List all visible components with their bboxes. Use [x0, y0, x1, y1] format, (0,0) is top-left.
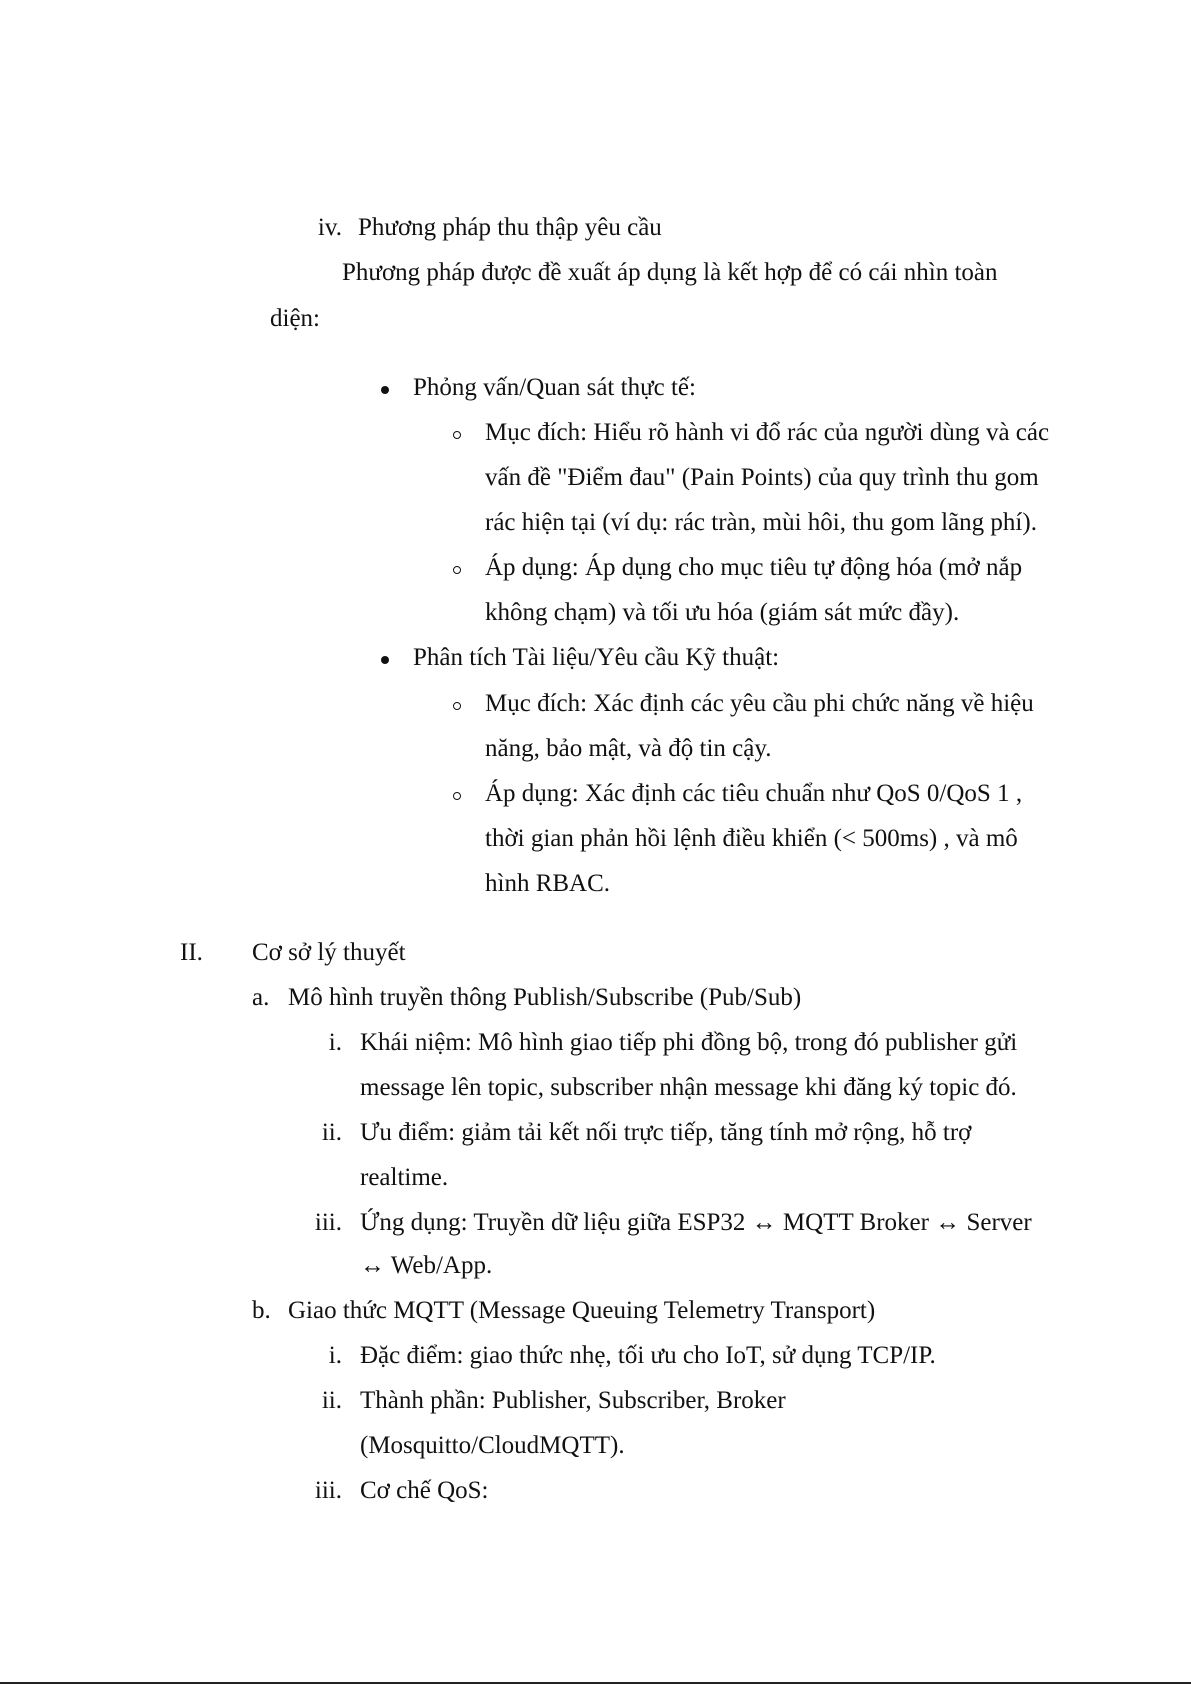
item-a-ii-line-2: realtime. [360, 1164, 449, 1191]
item-b-ii-line-2: (Mosquitto/CloudMQTT). [360, 1432, 625, 1459]
bullet-2-sub-2-line-2: thời gian phản hồi lệnh điều khiển (< 500ms) , và mô [485, 825, 1018, 852]
item-a-i-marker: i. [328, 1029, 342, 1056]
item-b-ii-marker: ii. [321, 1387, 342, 1414]
circle-bullet-icon [453, 792, 461, 800]
item-a-i-line-2: message lên topic, subscriber nhận message khi đăng ký topic đó. [360, 1074, 1017, 1101]
item-b-iii-marker: iii. [314, 1477, 342, 1504]
item-a-ii-marker: ii. [321, 1119, 342, 1146]
bullet-2-sub-1-line-1: Mục đích: Xác định các yêu cầu phi chức năng về hiệu [485, 690, 1034, 717]
subsection-b-marker: b. [252, 1297, 271, 1324]
item-a-ii-line-1: Ưu điểm: giảm tải kết nối trực tiếp, tăng tính mở rộng, hỗ trợ [360, 1119, 972, 1146]
item-b-i-line-1: Đặc điểm: giao thức nhẹ, tối ưu cho IoT, sử dụng TCP/IP. [360, 1342, 936, 1369]
bullet-icon [381, 386, 389, 394]
intro-paragraph-line-1: Phương pháp được đề xuất áp dụng là kết hợp để có cái nhìn toàn [342, 259, 998, 286]
item-b-i-marker: i. [328, 1342, 342, 1369]
bullet-2-title: Phân tích Tài liệu/Yêu cầu Kỹ thuật: [413, 644, 780, 671]
bullet-1-sub-1-line-2: vấn đề "Điểm đau" (Pain Points) của quy trình thu gom [485, 464, 1039, 491]
circle-bullet-icon [453, 431, 461, 439]
item-a-i-line-1: Khái niệm: Mô hình giao tiếp phi đồng bộ, trong đó publisher gửi [360, 1029, 1018, 1056]
item-a-iii-line-1: Ứng dụng: Truyền dữ liệu giữa ESP32 ↔ MQTT Broker ↔ Server [360, 1209, 1032, 1236]
item-b-ii-line-1: Thành phần: Publisher, Subscriber, Broker [360, 1387, 786, 1414]
intro-paragraph-line-2: diện: [270, 305, 320, 332]
circle-bullet-icon [453, 702, 461, 710]
bullet-2-sub-2-line-1: Áp dụng: Xác định các tiêu chuẩn như QoS 0/QoS 1 , [485, 780, 1023, 807]
bullet-1-sub-2-line-1: Áp dụng: Áp dụng cho mục tiêu tự động hóa (mở nắp [485, 554, 1023, 581]
page-bottom-divider [0, 1682, 1191, 1684]
item-a-iii-marker: iii. [314, 1209, 342, 1236]
list-marker-iv: iv. [317, 214, 342, 241]
bullet-icon [381, 656, 389, 664]
section-II-title: Cơ sở lý thuyết [252, 939, 406, 966]
subsection-b-title: Giao thức MQTT (Message Queuing Telemetry Transport) [288, 1297, 876, 1324]
subsection-a-marker: a. [252, 984, 270, 1011]
bullet-1-sub-1-line-3: rác hiện tại (ví dụ: rác tràn, mùi hôi, thu gom lãng phí). [485, 509, 1037, 536]
bullet-1-title: Phỏng vấn/Quan sát thực tế: [413, 374, 696, 401]
bullet-2-sub-1-line-2: năng, bảo mật, và độ tin cậy. [485, 735, 772, 762]
item-b-iii-line-1: Cơ chế QoS: [360, 1477, 489, 1504]
section-iv-title: Phương pháp thu thập yêu cầu [358, 214, 662, 241]
subsection-a-title: Mô hình truyền thông Publish/Subscribe (Pub/Sub) [288, 984, 802, 1011]
bullet-1-sub-1-line-1: Mục đích: Hiểu rõ hành vi đổ rác của người dùng và các [485, 419, 1050, 446]
bullet-2-sub-2-line-3: hình RBAC. [485, 870, 611, 897]
item-a-iii-line-2: ↔ Web/App. [360, 1252, 493, 1279]
section-II-marker: II. [180, 939, 203, 966]
circle-bullet-icon [453, 566, 461, 574]
bullet-1-sub-2-line-2: không chạm) và tối ưu hóa (giám sát mức đầy). [485, 599, 960, 626]
